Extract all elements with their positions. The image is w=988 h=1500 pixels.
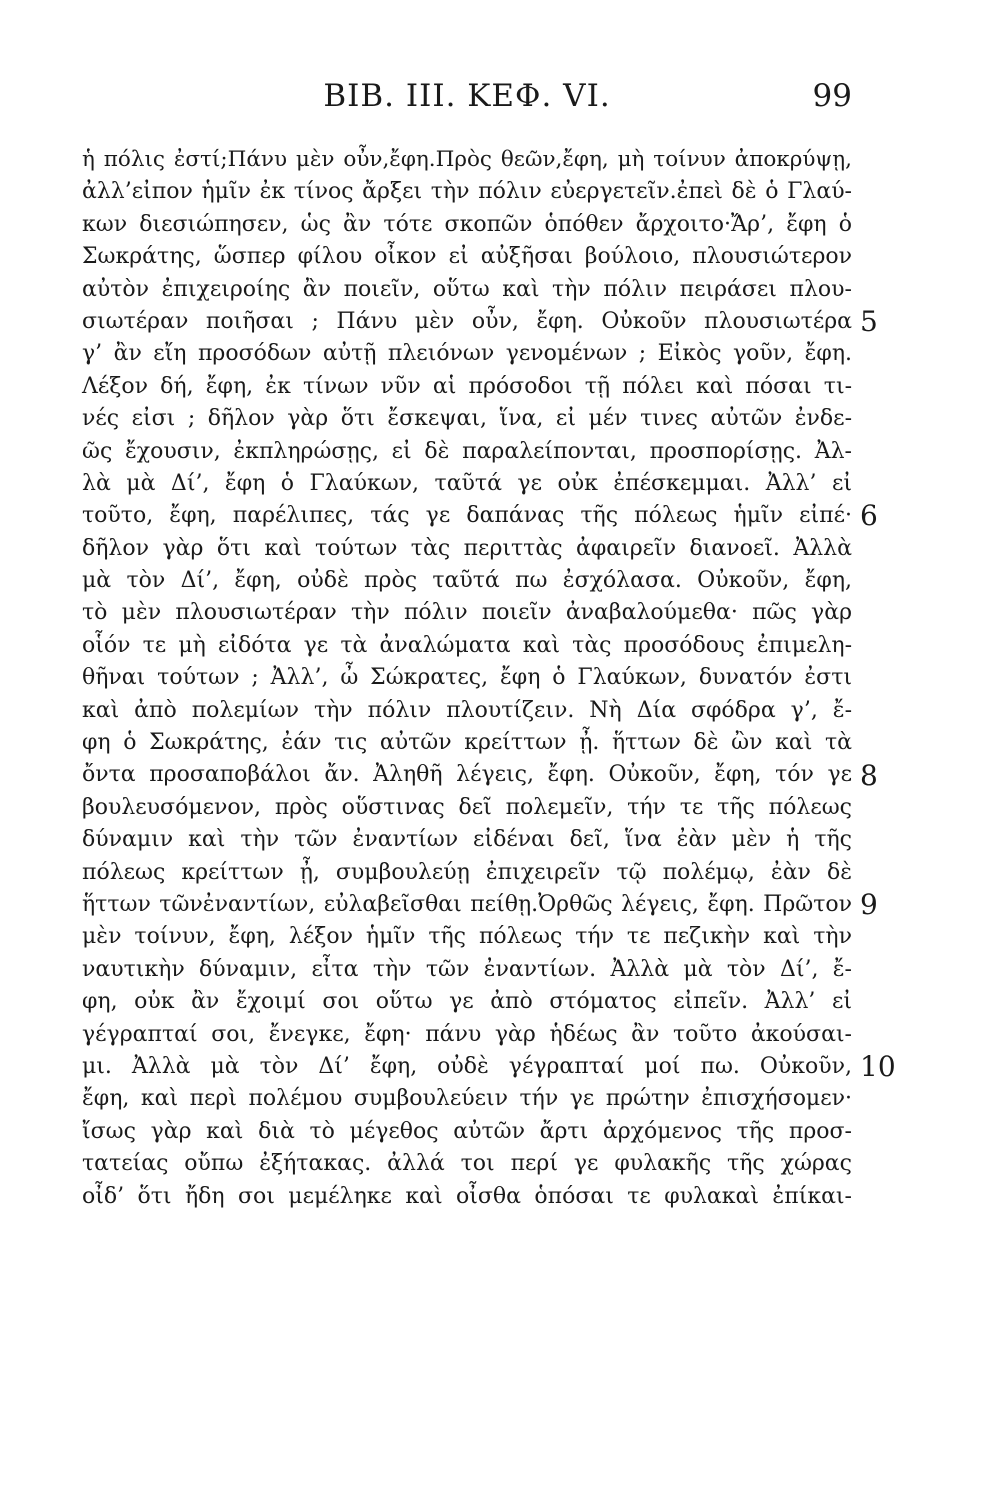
text-line: δύναμιν καὶ τὴν τῶν ἐναντίων εἰδέναι δεῖ, ἵνα ἐὰν μὲν ἡ τῆς — [82, 827, 852, 853]
text-line: θῆναι τούτων ; Ἀλλ’, ὦ Σώκρατες, ἔφη ὁ Γλαύκων, δυνατόν ἐστι — [82, 665, 852, 691]
text-line: αὐτὸν ἐπιχειροίης ἂν ποιεῖν, οὕτω καὶ τὴν πόλιν πειράσει πλου- — [82, 276, 852, 302]
text-line: ἡ πόλις ἐστί;Πάνυ μὲν οὖν,ἔφη.Πρὸς θεῶν,ἔφη, μὴ τοίνυν ἀποκρύψῃ, — [82, 147, 852, 172]
text-line: μὰ τὸν Δί’, ἔφη, οὐδὲ πρὸς ταῦτά πω ἐσχόλασα. Οὐκοῦν, ἔφη, — [82, 568, 852, 594]
text-line: ὄντα προσαποβάλοι ἄν. Ἀληθῆ λέγεις, ἔφη. Οὐκοῦν, ἔφη, τόν γε — [82, 762, 852, 788]
body-text — [82, 144, 852, 1213]
text-line: τατείας οὔπω ἐξήτακας. ἀλλά τοι περί γε φυλακῆς τῆς χώρας — [82, 1151, 852, 1177]
text-line: ἀλλ’εἰπον ἡμῖν ἐκ τίνος ἄρξει τὴν πόλιν εὐεργετεῖν.ἐπεὶ δὲ ὁ Γλαύ- — [82, 179, 852, 205]
text-line: βουλευσόμενον, πρὸς οὕστινας δεῖ πολεμεῖν, τήν τε τῆς πόλεως — [82, 794, 852, 820]
text-line: οἷόν τε μὴ εἰδότα γε τὰ ἀναλώματα καὶ τὰς προσόδους ἐπιμελη- — [82, 632, 852, 658]
running-head: ΒΙΒ. ΙΙΙ. ΚΕΦ. VI. — [323, 78, 611, 114]
section-number: 9 — [860, 888, 878, 922]
text-line: Λέξον δή, ἔφη, ἐκ τίνων νῦν αἱ πρόσοδοι τῇ πόλει καὶ πόσαι τι- — [82, 373, 852, 399]
section-number: 5 — [860, 305, 878, 338]
text-line: ἥττων τῶνἐναντίων, εὐλαβεῖσθαι πείθῃ.Ὀρθῶς λέγεις, ἔφη. Πρῶτον — [82, 891, 852, 917]
text-line: ῶς ἔχουσιν, ἐκπληρώσῃς, εἰ δὲ παραλείπονται, προσπορίσῃς. Ἀλ- — [82, 438, 852, 464]
text-line: γέγραπταί σοι, ἔνεγκε, ἔφη· πάνυ γὰρ ἡδέως ἂν τοῦτο ἀκούσαι- — [82, 1021, 852, 1047]
text-line: δῆλον γὰρ ὅτι καὶ τούτων τὰς περιττὰς ἀφαιρεῖν διανοεῖ. Ἀλλὰ — [82, 535, 852, 561]
text-line: ἔφη, καὶ περὶ πολέμου συμβουλεύειν τήν γε πρώτην ἐπισχήσομεν· — [82, 1086, 852, 1112]
text-line: φη, οὐκ ἂν ἔχοιμί σοι οὕτω γε ἀπὸ στόματος εἰπεῖν. Ἀλλ’ εἰ — [82, 989, 852, 1015]
text-line: γ’ ἂν εἴη προσόδων αὐτῇ πλειόνων γενομένων ; Εἰκὸς γοῦν, ἔφη. — [82, 341, 852, 367]
text-line: λὰ μὰ Δί’, ἔφη ὁ Γλαύκων, ταῦτά γε οὐκ ἐπέσκεμμαι. Ἀλλ’ εἰ — [82, 470, 852, 496]
text-line: πόλεως κρείττων ᾖ, συμβουλεύῃ ἐπιχειρεῖν τῷ πολέμῳ, ἐὰν δὲ — [82, 859, 852, 885]
text-line: τοῦτο, ἔφη, παρέλιπες, τάς γε δαπάνας τῆς πόλεως ἡμῖν εἰπέ· — [82, 503, 852, 529]
text-line: ναυτικὴν δύναμιν, εἶτα τὴν τῶν ἐναντίων. Ἀλλὰ μὰ τὸν Δί’, ἔ- — [82, 956, 852, 982]
page-header — [82, 78, 852, 118]
text-line: νές εἰσι ; δῆλον γὰρ ὅτι ἔσκεψαι, ἵνα, εἰ μέν τινες αὐτῶν ἐνδε- — [82, 406, 852, 432]
text-line: καὶ ἀπὸ πολεμίων τὴν πόλιν πλουτίζειν. Νὴ Δία σφόδρα γ’, ἔ- — [82, 697, 852, 723]
text-line: μι. Ἀλλὰ μὰ τὸν Δί’ ἔφη, οὐδὲ γέγραπταί μοί πω. Οὐκοῦν, — [82, 1053, 852, 1079]
page-number: 99 — [812, 78, 852, 114]
section-number: 6 — [860, 499, 878, 533]
section-number: 8 — [860, 758, 878, 792]
section-number: 10 — [860, 1050, 896, 1084]
text-line: Σωκράτης, ὥσπερ φίλου οἶκον εἰ αὐξῆσαι βούλοιο, πλουσιώτερον — [82, 244, 852, 270]
text-line: σιωτέραν ποιῆσαι ; Πάνυ μὲν οὖν, ἔφη. Οὐκοῦν πλουσιωτέρα — [82, 308, 852, 334]
text-line: κων διεσιώπησεν, ὡς ἂν τότε σκοπῶν ὁπόθεν ἄρχοιτο·Ἄρ’, ἔφη ὁ — [82, 211, 852, 237]
text-line: ἴσως γὰρ καὶ διὰ τὸ μέγεθος αὐτῶν ἄρτι ἀρχόμενος τῆς προσ- — [82, 1118, 852, 1144]
text-line: οἶδ’ ὅτι ἤδη σοι μεμέληκε καὶ οἶσθα ὁπόσαι τε φυλακαὶ ἐπίκαι- — [82, 1183, 852, 1209]
text-line: τὸ μὲν πλουσιωτέραν τὴν πόλιν ποιεῖν ἀναβαλούμεθα· πῶς γὰρ — [82, 600, 852, 626]
text-line: μὲν τοίνυν, ἔφη, λέξον ἡμῖν τῆς πόλεως τήν τε πεζικὴν καὶ τὴν — [82, 924, 852, 950]
text-line: φη ὁ Σωκράτης, ἐάν τις αὐτῶν κρείττων ᾖ. ἥττων δὲ ὢν καὶ τὰ — [82, 730, 852, 756]
